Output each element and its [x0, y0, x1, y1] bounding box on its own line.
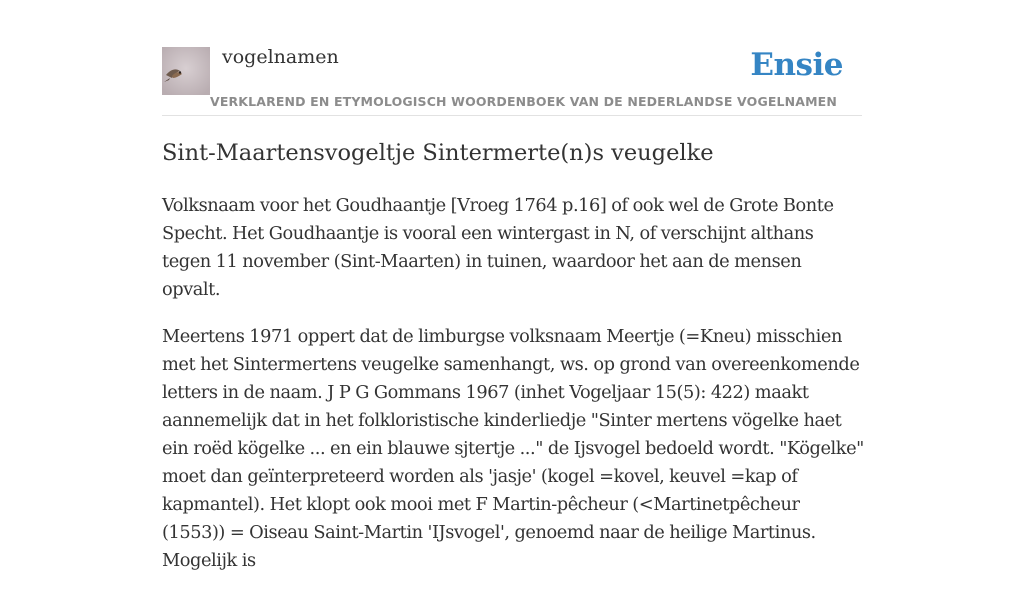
- avatar[interactable]: [162, 47, 210, 95]
- article-paragraph: Meertens 1971 oppert dat de limburgse volksnaam Meertje (=Kneu) misschien met het Sintermertens veugelke samenhangt, ws. op grond van overeenkomende letters in de naam. J P G Gommans 1967 (inhet Vogeljaar 15(5): 422) maakt aannemelijk dat in het folkloristische kinderliedje "Sinter mertens vögelke haet ein roëd kögelke ... en ein blauwe sjtertje ..." de Ijsvogel bedoeld wordt. "Kögelke" moet dan geïnterpreteerd worden als 'jasje' (kogel =kovel, keuvel =kap of kapmantel). Het klopt ook mooi met F Martin-pêcheur (<Martinetpêcheur (1553)) = Oiseau Saint-Martin 'IJsvogel', genoemd naar de heilige Martinus. Mogelijk is: [162, 326, 864, 571]
- site-name-link[interactable]: vogelnamen: [222, 46, 339, 68]
- site-header: [162, 0, 862, 116]
- article-body: [162, 192, 864, 594]
- page-title: Sint-Maartensvogeltje Sintermerte(n)s veugelke: [162, 140, 714, 166]
- brand-logo[interactable]: Ensie: [750, 47, 843, 83]
- article-paragraph: Volksnaam voor het Goudhaantje [Vroeg 1764 p.16] of ook wel de Grote Bonte Specht. Het Goudhaantje is vooral een wintergast in N, of verschijnt althans tegen 11 november (Sint-Maarten) in tuinen, waardoor het aan de mensen opvalt.: [162, 195, 834, 300]
- bird-photo-icon: [162, 47, 210, 95]
- site-subtitle: VERKLAREND EN ETYMOLOGISCH WOORDENBOEK VAN DE NEDERLANDSE VOGELNAMEN: [210, 94, 837, 109]
